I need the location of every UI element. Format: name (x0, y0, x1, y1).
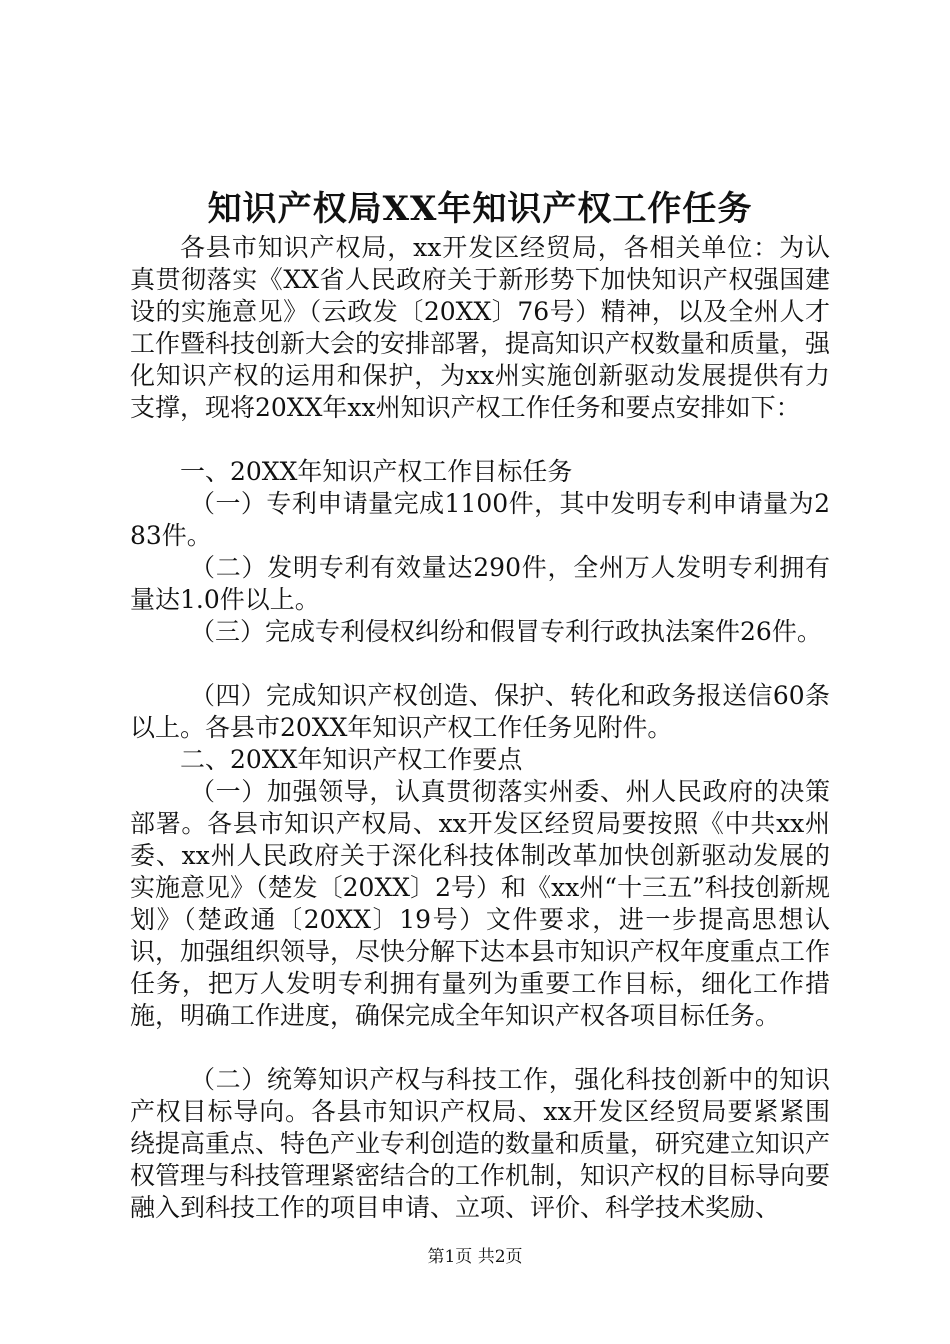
document-page (130, 186, 830, 1224)
section2-item-2: （二）统筹知识产权与科技工作，强化科技创新中的知识产权目标导向。各县市知识产权局、xx开发区经贸局要紧紧围绕提高重点、特色产业专利创造的数量和质量，研究建立知识产权管理与科技管理紧密结合的工作机制，知识产权的目标导向要融入到科技工作的项目申请、立项、评价、科学技术奖励、 (130, 1065, 831, 1222)
section1-item-3: （三）完成专利侵权纠纷和假冒专利行政执法案件26件。 (190, 617, 822, 646)
section2-item-1: （一）加强领导，认真贯彻落实州委、州人民政府的决策部署。各县市知识产权局、xx开发区经贸局要按照《中共xx州委、xx州人民政府关于深化科技体制改革加快创新驱动发展的实施意见》（楚发〔20XX〕2号）和《xx州“十三五”科技创新规划》（楚政通〔20XX〕19号）文件要求，进一步提高思想认识，加强组织领导，尽快分解下达本县市知识产权年度重点工作任务，把万人发明专利拥有量列为重要工作目标，细化工作措施，明确工作进度，确保完成全年知识产权各项目标任务。 (130, 777, 831, 1030)
section1-item-4: （四）完成知识产权创造、保护、转化和政务报送信60条以上。各县市20XX年知识产权工作任务见附件。 (130, 681, 830, 742)
section1-item-1: （一）专利申请量完成1100件，其中发明专利申请量为283件。 (130, 489, 830, 550)
intro-paragraph: 各县市知识产权局，xx开发区经贸局，各相关单位：为认真贯彻落实《XX省人民政府关于新形势下加快知识产权强国建设的实施意见》（云政发〔20XX〕76号）精神，以及全州人才工作暨科技创新大会的安排部署，提高知识产权数量和质量，强化知识产权的运用和保护，为xx州实施创新驱动发展提供有力支撑，现将20XX年xx州知识产权工作任务和要点安排如下： (130, 233, 831, 422)
page-footer: 第1页 共2页 (427, 1247, 523, 1267)
section1-heading: 一、20XX年知识产权工作目标任务 (180, 457, 573, 486)
document-title: 知识产权局XX年知识产权工作任务 (207, 189, 753, 229)
section1-item-2: （二）发明专利有效量达290件，全州万人发明专利拥有量达1.0件以上。 (130, 553, 830, 614)
section2-heading: 二、20XX年知识产权工作要点 (180, 745, 523, 774)
